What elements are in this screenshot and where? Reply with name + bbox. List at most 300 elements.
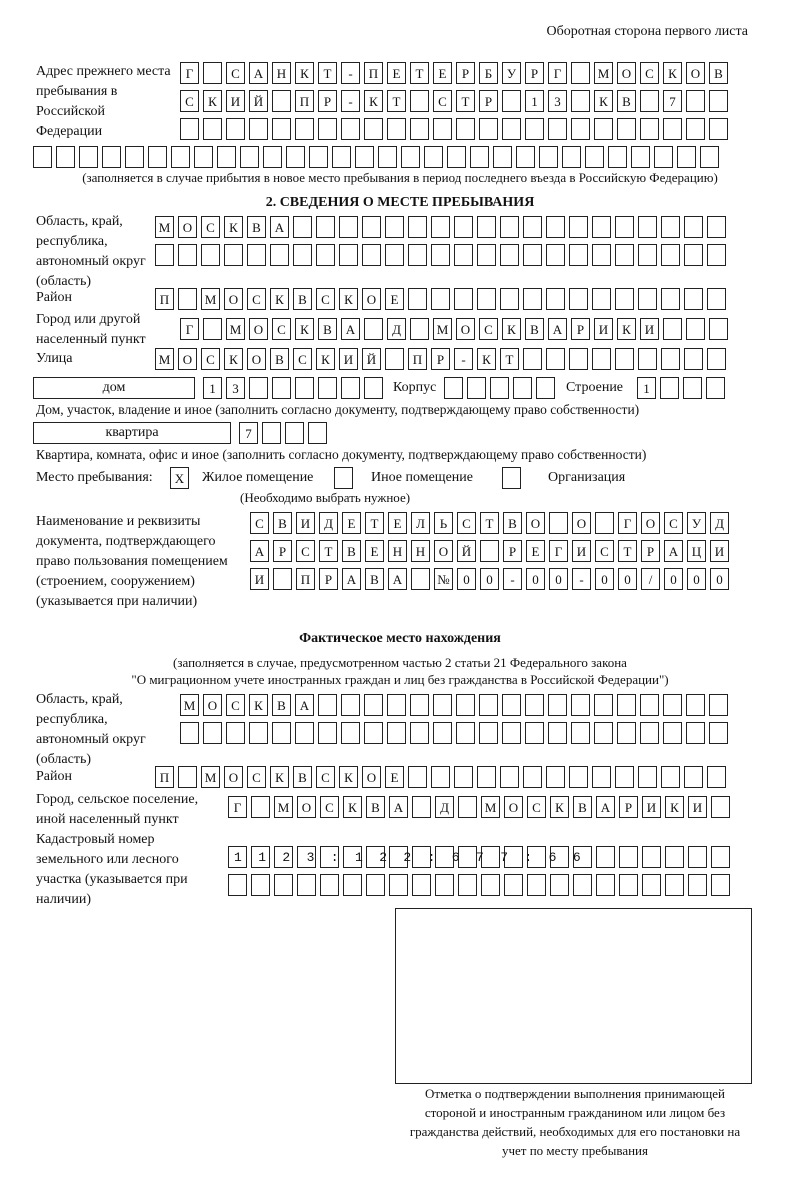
char-cell[interactable] (548, 694, 567, 716)
char-cell[interactable] (444, 377, 463, 399)
char-cell[interactable]: С (316, 288, 335, 310)
char-cell[interactable]: О (362, 766, 381, 788)
char-cell[interactable] (389, 874, 408, 896)
char-cell[interactable] (431, 288, 450, 310)
char-cell[interactable] (523, 348, 542, 370)
char-cell[interactable]: А (270, 216, 289, 238)
char-cell[interactable]: О (526, 512, 545, 534)
char-cell[interactable]: М (201, 766, 220, 788)
char-cell[interactable] (638, 348, 657, 370)
char-cell[interactable] (684, 288, 703, 310)
char-cell[interactable] (431, 244, 450, 266)
char-cell[interactable]: 0 (480, 568, 499, 590)
char-cell[interactable] (343, 874, 362, 896)
document-row-2[interactable] (250, 540, 729, 562)
char-cell[interactable] (470, 146, 489, 168)
char-cell[interactable]: О (224, 766, 243, 788)
char-cell[interactable] (592, 348, 611, 370)
char-cell[interactable]: Т (480, 512, 499, 534)
char-cell[interactable] (332, 146, 351, 168)
organization-checkbox[interactable] (502, 467, 521, 489)
char-cell[interactable] (387, 722, 406, 744)
char-cell[interactable]: О (249, 318, 268, 340)
char-cell[interactable] (615, 244, 634, 266)
char-cell[interactable] (504, 874, 523, 896)
char-cell[interactable] (408, 288, 427, 310)
char-cell[interactable]: П (155, 766, 174, 788)
char-cell[interactable]: П (408, 348, 427, 370)
char-cell[interactable] (435, 874, 454, 896)
char-cell[interactable] (273, 568, 292, 590)
char-cell[interactable]: № (434, 568, 453, 590)
char-cell[interactable]: А (249, 62, 268, 84)
char-cell[interactable]: К (339, 766, 358, 788)
char-cell[interactable]: К (270, 288, 289, 310)
char-cell[interactable]: Г (548, 62, 567, 84)
char-cell[interactable] (592, 244, 611, 266)
char-cell[interactable] (410, 90, 429, 112)
char-cell[interactable]: П (364, 62, 383, 84)
char-cell[interactable]: Е (365, 540, 384, 562)
char-cell[interactable]: М (274, 796, 293, 818)
char-cell[interactable] (477, 216, 496, 238)
char-cell[interactable] (615, 348, 634, 370)
char-cell[interactable] (454, 288, 473, 310)
char-cell[interactable] (546, 766, 565, 788)
char-cell[interactable] (226, 722, 245, 744)
char-cell[interactable]: 7 (239, 422, 258, 444)
char-cell[interactable]: И (572, 540, 591, 562)
char-cell[interactable]: С (595, 540, 614, 562)
char-cell[interactable] (155, 244, 174, 266)
char-cell[interactable] (527, 874, 546, 896)
char-cell[interactable]: С (247, 766, 266, 788)
char-cell[interactable]: - (341, 62, 360, 84)
char-cell[interactable] (148, 146, 167, 168)
char-cell[interactable] (663, 722, 682, 744)
char-cell[interactable] (456, 118, 475, 140)
char-cell[interactable] (592, 288, 611, 310)
char-cell[interactable]: В (709, 62, 728, 84)
char-cell[interactable] (454, 244, 473, 266)
char-cell[interactable] (596, 874, 615, 896)
char-cell[interactable]: 0 (710, 568, 729, 590)
char-cell[interactable]: В (366, 796, 385, 818)
char-cell[interactable]: М (433, 318, 452, 340)
char-cell[interactable]: В (273, 512, 292, 534)
char-cell[interactable]: Р (525, 62, 544, 84)
char-cell[interactable]: Р (431, 348, 450, 370)
char-cell[interactable]: П (155, 288, 174, 310)
char-cell[interactable]: С (226, 694, 245, 716)
char-cell[interactable] (295, 377, 314, 399)
char-cell[interactable]: 1 (525, 90, 544, 112)
char-cell[interactable] (341, 377, 360, 399)
char-cell[interactable]: К (224, 348, 243, 370)
char-cell[interactable] (378, 146, 397, 168)
char-cell[interactable] (594, 694, 613, 716)
char-cell[interactable] (433, 694, 452, 716)
char-cell[interactable]: Г (618, 512, 637, 534)
char-cell[interactable] (660, 377, 679, 399)
char-cell[interactable] (500, 216, 519, 238)
char-cell[interactable] (178, 766, 197, 788)
char-cell[interactable] (500, 244, 519, 266)
char-cell[interactable] (79, 146, 98, 168)
char-cell[interactable]: С (250, 512, 269, 534)
char-cell[interactable]: О (572, 512, 591, 534)
char-cell[interactable] (640, 90, 659, 112)
char-cell[interactable] (546, 348, 565, 370)
char-cell[interactable] (385, 244, 404, 266)
char-cell[interactable]: О (178, 216, 197, 238)
char-cell[interactable]: Р (641, 540, 660, 562)
char-cell[interactable] (711, 796, 730, 818)
actual-district-row[interactable] (155, 766, 726, 788)
actual-region-row-1[interactable] (180, 694, 728, 716)
char-cell[interactable] (467, 377, 486, 399)
char-cell[interactable] (262, 422, 281, 444)
char-cell[interactable]: С (226, 62, 245, 84)
char-cell[interactable]: - (503, 568, 522, 590)
char-cell[interactable] (401, 146, 420, 168)
char-cell[interactable]: Т (365, 512, 384, 534)
char-cell[interactable] (339, 216, 358, 238)
char-cell[interactable]: П (296, 568, 315, 590)
char-cell[interactable] (617, 118, 636, 140)
char-cell[interactable] (711, 874, 730, 896)
document-row-1[interactable] (250, 512, 729, 534)
char-cell[interactable] (594, 722, 613, 744)
char-cell[interactable]: А (596, 796, 615, 818)
house-type-field[interactable]: дом (33, 377, 195, 399)
char-cell[interactable]: Н (272, 62, 291, 84)
char-cell[interactable] (274, 874, 293, 896)
char-cell[interactable] (387, 118, 406, 140)
char-cell[interactable] (408, 216, 427, 238)
char-cell[interactable] (523, 216, 542, 238)
char-cell[interactable]: А (342, 568, 361, 590)
cadastre-row-2[interactable] (228, 874, 730, 896)
char-cell[interactable] (539, 146, 558, 168)
char-cell[interactable]: Р (319, 568, 338, 590)
char-cell[interactable] (677, 146, 696, 168)
char-cell[interactable]: К (224, 216, 243, 238)
char-cell[interactable] (270, 244, 289, 266)
char-cell[interactable] (661, 244, 680, 266)
char-cell[interactable]: С (293, 348, 312, 370)
char-cell[interactable] (447, 146, 466, 168)
char-cell[interactable] (615, 288, 634, 310)
char-cell[interactable]: И (594, 318, 613, 340)
char-cell[interactable]: Д (387, 318, 406, 340)
flat-number-row[interactable] (239, 422, 327, 444)
char-cell[interactable]: 1 (637, 377, 656, 399)
char-cell[interactable]: М (594, 62, 613, 84)
char-cell[interactable]: С (272, 318, 291, 340)
char-cell[interactable] (523, 244, 542, 266)
char-cell[interactable]: / (641, 568, 660, 590)
char-cell[interactable]: С (433, 90, 452, 112)
char-cell[interactable]: Е (342, 512, 361, 534)
char-cell[interactable] (525, 722, 544, 744)
char-cell[interactable] (688, 874, 707, 896)
char-cell[interactable] (642, 874, 661, 896)
char-cell[interactable] (249, 118, 268, 140)
char-cell[interactable] (477, 244, 496, 266)
char-cell[interactable] (709, 118, 728, 140)
char-cell[interactable]: О (178, 348, 197, 370)
char-cell[interactable] (203, 118, 222, 140)
prev-address-row-2[interactable] (180, 90, 728, 112)
char-cell[interactable] (548, 118, 567, 140)
char-cell[interactable] (638, 244, 657, 266)
char-cell[interactable]: С (316, 766, 335, 788)
stroenie-row[interactable] (637, 377, 725, 399)
char-cell[interactable]: Й (362, 348, 381, 370)
char-cell[interactable] (272, 90, 291, 112)
char-cell[interactable] (341, 722, 360, 744)
char-cell[interactable] (293, 216, 312, 238)
char-cell[interactable] (619, 874, 638, 896)
char-cell[interactable] (385, 348, 404, 370)
char-cell[interactable] (458, 874, 477, 896)
flat-type-field[interactable]: квартира (33, 422, 231, 444)
other-premises-checkbox[interactable] (334, 467, 353, 489)
char-cell[interactable] (364, 118, 383, 140)
char-cell[interactable]: Й (249, 90, 268, 112)
char-cell[interactable]: А (295, 694, 314, 716)
char-cell[interactable]: О (224, 288, 243, 310)
char-cell[interactable]: О (456, 318, 475, 340)
char-cell[interactable] (615, 766, 634, 788)
char-cell[interactable]: У (687, 512, 706, 534)
char-cell[interactable]: Ь (434, 512, 453, 534)
char-cell[interactable]: К (364, 90, 383, 112)
char-cell[interactable] (247, 244, 266, 266)
char-cell[interactable] (569, 216, 588, 238)
char-cell[interactable]: - (454, 348, 473, 370)
char-cell[interactable] (661, 766, 680, 788)
char-cell[interactable]: 0 (687, 568, 706, 590)
char-cell[interactable] (562, 146, 581, 168)
korpus-row[interactable] (444, 377, 555, 399)
district-row[interactable] (155, 288, 726, 310)
char-cell[interactable] (320, 874, 339, 896)
char-cell[interactable]: И (250, 568, 269, 590)
char-cell[interactable] (683, 377, 702, 399)
char-cell[interactable]: Т (387, 90, 406, 112)
char-cell[interactable] (686, 722, 705, 744)
char-cell[interactable] (525, 118, 544, 140)
char-cell[interactable]: В (270, 348, 289, 370)
char-cell[interactable] (686, 90, 705, 112)
char-cell[interactable]: М (226, 318, 245, 340)
char-cell[interactable] (180, 722, 199, 744)
char-cell[interactable] (709, 90, 728, 112)
document-row-3[interactable] (250, 568, 729, 590)
char-cell[interactable] (617, 722, 636, 744)
char-cell[interactable]: О (617, 62, 636, 84)
char-cell[interactable] (585, 146, 604, 168)
char-cell[interactable]: М (155, 216, 174, 238)
char-cell[interactable] (456, 722, 475, 744)
char-cell[interactable]: К (477, 348, 496, 370)
char-cell[interactable] (424, 146, 443, 168)
char-cell[interactable]: Е (385, 766, 404, 788)
char-cell[interactable]: К (270, 766, 289, 788)
char-cell[interactable]: Е (388, 512, 407, 534)
char-cell[interactable] (308, 422, 327, 444)
char-cell[interactable]: Г (180, 318, 199, 340)
char-cell[interactable]: К (663, 62, 682, 84)
char-cell[interactable]: Р (318, 90, 337, 112)
char-cell[interactable] (523, 288, 542, 310)
char-cell[interactable] (569, 766, 588, 788)
char-cell[interactable]: В (293, 766, 312, 788)
char-cell[interactable] (251, 874, 270, 896)
char-cell[interactable] (479, 694, 498, 716)
char-cell[interactable] (318, 377, 337, 399)
char-cell[interactable]: Е (387, 62, 406, 84)
char-cell[interactable]: С (180, 90, 199, 112)
char-cell[interactable]: 0 (526, 568, 545, 590)
char-cell[interactable] (217, 146, 236, 168)
char-cell[interactable] (285, 422, 304, 444)
char-cell[interactable]: Л (411, 512, 430, 534)
char-cell[interactable] (536, 377, 555, 399)
char-cell[interactable] (663, 118, 682, 140)
char-cell[interactable] (125, 146, 144, 168)
char-cell[interactable] (546, 244, 565, 266)
prev-address-row-4[interactable] (33, 146, 719, 168)
char-cell[interactable] (194, 146, 213, 168)
char-cell[interactable] (171, 146, 190, 168)
char-cell[interactable] (410, 318, 429, 340)
char-cell[interactable] (493, 146, 512, 168)
char-cell[interactable] (516, 146, 535, 168)
char-cell[interactable] (362, 244, 381, 266)
char-cell[interactable]: С (527, 796, 546, 818)
actual-region-row-2[interactable] (180, 722, 728, 744)
char-cell[interactable] (592, 216, 611, 238)
char-cell[interactable] (592, 766, 611, 788)
char-cell[interactable] (709, 318, 728, 340)
char-cell[interactable]: В (365, 568, 384, 590)
char-cell[interactable]: Д (710, 512, 729, 534)
char-cell[interactable] (240, 146, 259, 168)
char-cell[interactable]: С (296, 540, 315, 562)
char-cell[interactable]: А (388, 568, 407, 590)
char-cell[interactable] (178, 244, 197, 266)
char-cell[interactable] (707, 288, 726, 310)
char-cell[interactable] (263, 146, 282, 168)
char-cell[interactable]: В (525, 318, 544, 340)
char-cell[interactable]: И (296, 512, 315, 534)
char-cell[interactable] (203, 62, 222, 84)
char-cell[interactable]: М (155, 348, 174, 370)
char-cell[interactable] (412, 874, 431, 896)
char-cell[interactable]: А (389, 796, 408, 818)
char-cell[interactable] (594, 118, 613, 140)
char-cell[interactable] (410, 118, 429, 140)
char-cell[interactable]: 3 (548, 90, 567, 112)
char-cell[interactable] (318, 118, 337, 140)
char-cell[interactable] (500, 766, 519, 788)
char-cell[interactable] (569, 288, 588, 310)
char-cell[interactable] (654, 146, 673, 168)
char-cell[interactable] (180, 118, 199, 140)
char-cell[interactable] (316, 244, 335, 266)
char-cell[interactable]: Ц (687, 540, 706, 562)
char-cell[interactable]: С (457, 512, 476, 534)
char-cell[interactable] (707, 216, 726, 238)
char-cell[interactable]: 7 (663, 90, 682, 112)
char-cell[interactable]: Д (435, 796, 454, 818)
char-cell[interactable] (573, 874, 592, 896)
char-cell[interactable] (571, 722, 590, 744)
char-cell[interactable]: В (342, 540, 361, 562)
char-cell[interactable]: 3 (226, 377, 245, 399)
char-cell[interactable] (364, 694, 383, 716)
char-cell[interactable] (546, 288, 565, 310)
char-cell[interactable] (638, 288, 657, 310)
char-cell[interactable] (684, 348, 703, 370)
char-cell[interactable] (477, 766, 496, 788)
char-cell[interactable] (549, 512, 568, 534)
char-cell[interactable]: И (688, 796, 707, 818)
char-cell[interactable]: И (226, 90, 245, 112)
prev-address-row-1[interactable] (180, 62, 728, 84)
char-cell[interactable] (477, 288, 496, 310)
char-cell[interactable]: Г (549, 540, 568, 562)
char-cell[interactable] (410, 694, 429, 716)
char-cell[interactable]: К (249, 694, 268, 716)
char-cell[interactable] (617, 694, 636, 716)
char-cell[interactable]: Р (619, 796, 638, 818)
char-cell[interactable] (203, 722, 222, 744)
char-cell[interactable] (631, 146, 650, 168)
house-number-row[interactable] (203, 377, 383, 399)
char-cell[interactable]: К (343, 796, 362, 818)
char-cell[interactable] (700, 146, 719, 168)
prev-address-row-3[interactable] (180, 118, 728, 140)
char-cell[interactable]: И (640, 318, 659, 340)
char-cell[interactable]: У (502, 62, 521, 84)
char-cell[interactable]: И (710, 540, 729, 562)
char-cell[interactable]: Н (411, 540, 430, 562)
char-cell[interactable] (707, 244, 726, 266)
char-cell[interactable] (286, 146, 305, 168)
char-cell[interactable]: С (201, 348, 220, 370)
char-cell[interactable]: И (642, 796, 661, 818)
char-cell[interactable] (293, 244, 312, 266)
char-cell[interactable] (431, 216, 450, 238)
char-cell[interactable]: С (664, 512, 683, 534)
char-cell[interactable] (513, 377, 532, 399)
char-cell[interactable]: А (664, 540, 683, 562)
char-cell[interactable]: П (295, 90, 314, 112)
char-cell[interactable]: К (339, 288, 358, 310)
char-cell[interactable] (364, 377, 383, 399)
char-cell[interactable] (638, 766, 657, 788)
char-cell[interactable]: 0 (595, 568, 614, 590)
char-cell[interactable]: А (341, 318, 360, 340)
actual-city-row[interactable] (228, 796, 730, 818)
char-cell[interactable] (433, 118, 452, 140)
char-cell[interactable] (481, 874, 500, 896)
char-cell[interactable] (387, 694, 406, 716)
